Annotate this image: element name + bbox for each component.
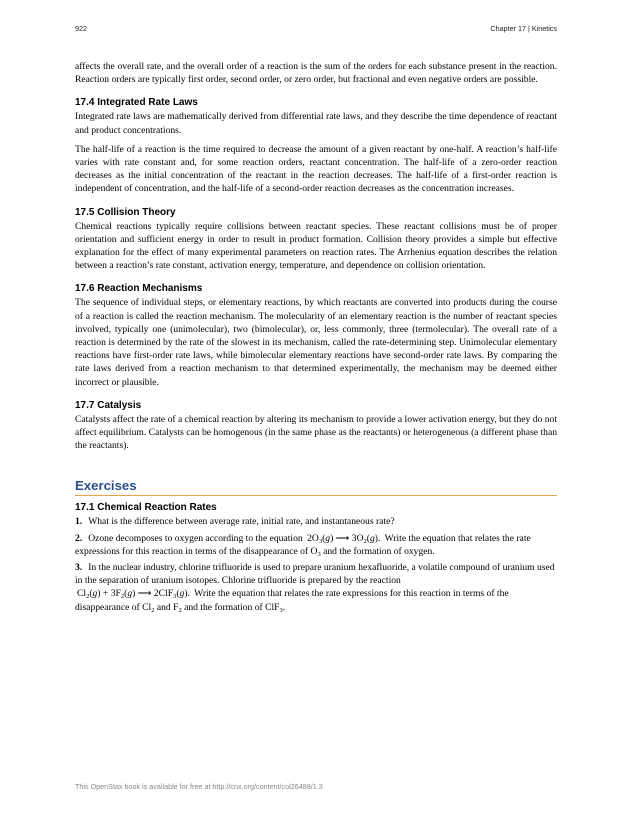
question-text: What is the difference between average rate, initial rate, and instantaneous rate?	[88, 516, 395, 528]
question-text: Ozone decomposes to oxygen according to the equation	[88, 532, 303, 544]
section-paragraph: The sequence of individual steps, or elementary reactions, by which reactants are converted into products during the course of a reaction is called the reaction mechanism. The molecularity of an elementary reaction is the number of reactant species involved, typically one (unimolecular), two (bimolecular), or, less commonly, three (termolecular). The overall rate of a reaction is determined by the rate of the slowest in its mechanism, called the rate-determining step. Unimolecular elementary reactions have first-order rate laws, while bimolecular elementary reactions have second-order rate laws. By comparing the rate laws derived from a reaction mechanism to that determined experimentally, the mechanism may be deemed either incorrect or plausible.	[75, 297, 557, 388]
question-number: 1.	[75, 516, 83, 528]
question-text: .	[282, 601, 286, 613]
question-number: 2.	[75, 532, 83, 544]
section-paragraph: Integrated rate laws are mathematically derived from differential rate laws, and they describe the time dependence of reactant and product concentrations.	[75, 111, 557, 136]
section-reaction-mechanisms	[75, 282, 557, 388]
question-text: and the formation of ClF	[184, 601, 280, 613]
section-title: 17.6 Reaction Mechanisms	[75, 283, 203, 295]
section-catalysis	[75, 399, 557, 453]
section-integrated-rate-laws	[75, 96, 557, 195]
exercise-question-3: 3. In the nuclear industry, chlorine trifluoride is used to prepare uranium hexafluoride, a volatile compound of uranium used in the separation of uranium isotopes. Chlorine trifluoride is prepared by the reaction $Cl_2(g) + 3F_2(g)$ ⟶ 2ClF$_3$(g). Write the equation that relates the rate expressions for this reaction in terms of the disappearance of $Cl_2$ and $F_2$ and the formation of ClF$_3$.	[75, 562, 555, 614]
page-content	[75, 60, 557, 617]
section-title: 17.5 Collision Theory	[75, 206, 176, 218]
section-paragraph: The half-life of a reaction is the time required to decrease the amount of a given reactant by one-half. A reaction’s half-life varies with rate constant and, for some reaction orders, reactant concentration. The half-life of a zero-order reaction decreases as the initial concentration of the reactant in the reaction decreases. The half-life of a first-order reaction is independent of concentration, and the half-life of a second-order reaction decreases as the concentration increases.	[75, 143, 557, 195]
footer-note: This OpenStax book is available for free at http://cnx.org/content/col26488/1.3	[75, 782, 323, 791]
ozone-equation: $2O_3(g)$ ⟶ $3O_2(g)$.	[307, 532, 381, 545]
section-paragraph: Catalysts affect the rate of a chemical reaction by altering its mechanism to provide a lower activation energy, but they do not affect equilibrium. Catalysts can be homogenous (in the same phase as the reactants) or heterogeneous (a different phase than the reactants).	[75, 413, 557, 452]
section-paragraph: Chemical reactions typically require collisions between reactant species. These reactant collisions must be of proper orientation and sufficient energy in order to result in product formation. Collision theory provides a simple but effective explanation for the effect of many experimental parameters on reaction rates. The Arrhenius equation describes the relation between a reaction’s rate constant, activation energy, temperature, and dependence on collision orientation.	[75, 220, 557, 272]
question-text: Write the equation that relates the rate expressions for this reaction in terms of the disappearance of Cl	[75, 588, 509, 613]
chlorine-trifluoride-equation: $Cl_2(g) + 3F_2(g)$ ⟶ 2ClF$_3$(g).	[77, 588, 190, 601]
exercises-title: Exercises	[75, 478, 557, 496]
question-text: Write the equation that relates the rate expressions for this reaction in terms of the disappearance of O	[75, 532, 531, 557]
exercises-subsection-title: 17.1 Chemical Reaction Rates	[75, 502, 217, 514]
chapter-header: Chapter 17 | Kinetics	[490, 24, 557, 33]
section-title: 17.4 Integrated Rate Laws	[75, 97, 198, 109]
exercise-question-2: 2. Ozone decomposes to oxygen according to the equation $2O_3(g)$ ⟶ $3O_2(g)$. Write the equation that relates the rate expressions for this reaction in terms of the disappearance of $O_3$ and the formation of oxygen.	[75, 532, 531, 558]
page-number: 922	[75, 24, 87, 33]
section-collision-theory	[75, 206, 557, 273]
question-text: In the nuclear industry, chlorine trifluoride is used to prepare uranium hexafluoride, a volatile compound of uranium used in the separation of uranium isotopes. Chlorine trifluoride is prepared by the reaction	[75, 562, 555, 587]
question-text: and F	[156, 601, 179, 613]
exercise-question-1	[75, 515, 557, 528]
section-title: 17.7 Catalysis	[75, 399, 142, 411]
question-number: 3.	[75, 562, 83, 574]
intro-paragraph: affects the overall rate, and the overall order of a reaction is the sum of the orders for each substance present in the reaction. Reaction orders are typically first order, second order, or zero order, but fractional and even negative orders are possible.	[75, 61, 557, 86]
question-text: and the formation of oxygen.	[323, 545, 435, 557]
